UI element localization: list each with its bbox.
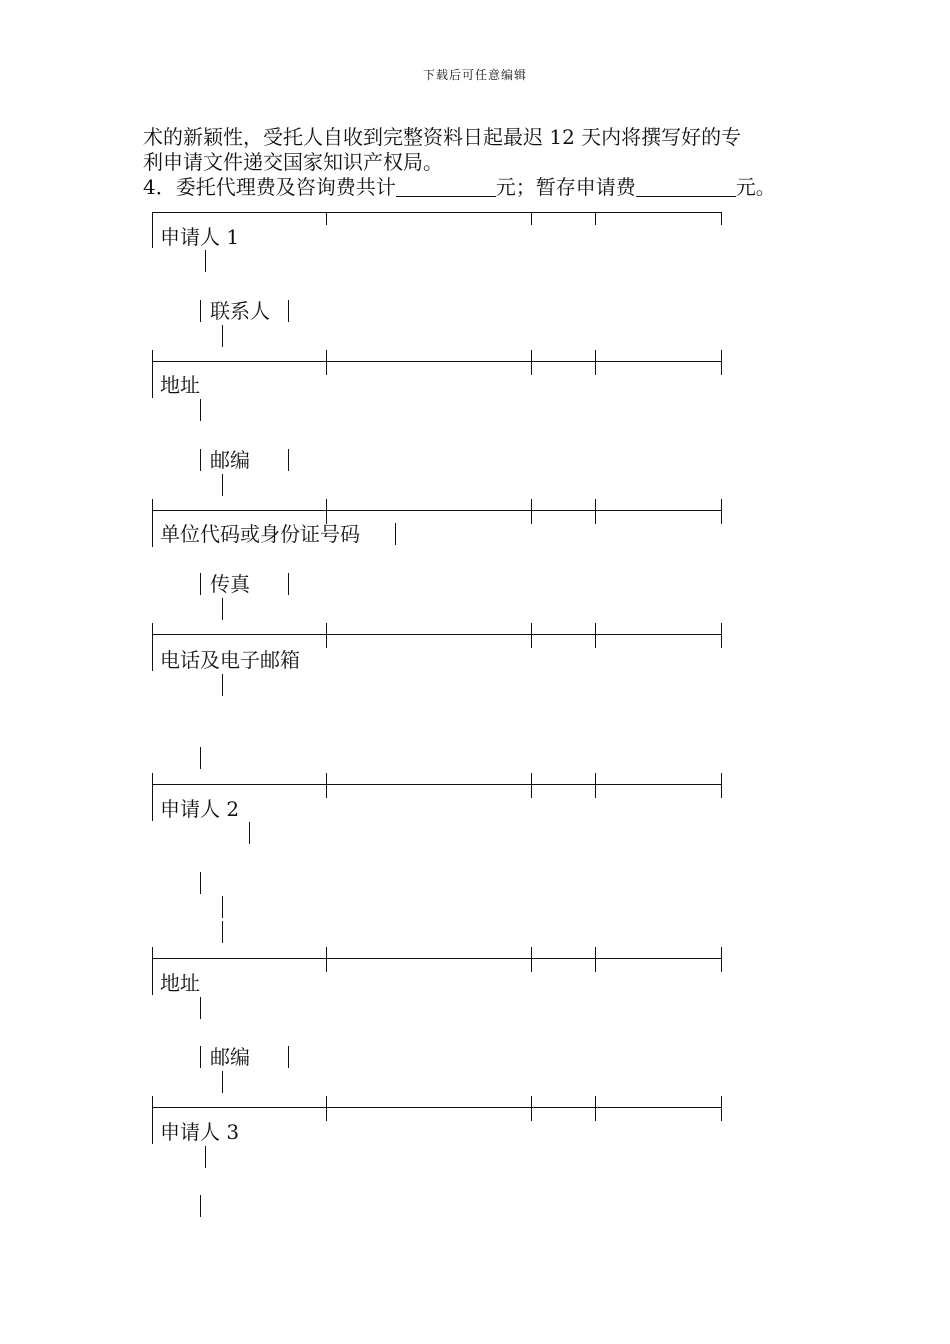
table-bar — [200, 573, 201, 595]
table-rule — [152, 510, 721, 511]
table-bar — [531, 773, 532, 798]
label-applicant-3: 申请人 3 — [160, 1120, 240, 1144]
table-bar — [200, 300, 201, 322]
table-bar — [222, 474, 223, 496]
table-bar — [721, 212, 722, 225]
label-phone-email: 电话及电子邮箱 — [160, 648, 300, 672]
label-postcode-1: 邮编 — [210, 448, 250, 472]
table-rule — [152, 361, 721, 362]
table-rule — [152, 958, 721, 959]
table-bar — [222, 921, 223, 943]
application-fee-blank[interactable] — [636, 176, 736, 197]
table-bar — [288, 449, 289, 471]
body-line-1: 术的新颖性，受托人自收到完整资料日起最迟 12 天内将撰写好的专 — [143, 125, 742, 149]
table-bar — [200, 747, 201, 769]
table-bar — [326, 1096, 327, 1121]
table-bar — [721, 1096, 722, 1121]
table-bar — [200, 1046, 201, 1068]
table-bar — [222, 598, 223, 620]
table-bar — [152, 212, 153, 248]
table-bar — [200, 997, 201, 1019]
table-bar — [152, 773, 153, 821]
table-bar — [595, 350, 596, 375]
label-applicant-1: 申请人 1 — [160, 225, 240, 249]
fee-line — [143, 175, 776, 199]
table-bar — [595, 947, 596, 972]
table-bar — [205, 250, 206, 272]
table-bar — [595, 623, 596, 648]
table-rule — [152, 784, 721, 785]
label-contact: 联系人 — [210, 299, 270, 323]
table-bar — [531, 499, 532, 524]
table-bar — [288, 300, 289, 322]
table-bar — [721, 623, 722, 648]
table-bar — [326, 499, 327, 524]
table-bar — [721, 773, 722, 798]
page-header: 下载后可任意编辑 — [422, 68, 527, 82]
table-bar — [326, 773, 327, 798]
table-bar — [200, 449, 201, 471]
table-bar — [531, 1096, 532, 1121]
table-rule — [152, 1107, 721, 1108]
table-bar — [152, 499, 153, 547]
table-bar — [595, 212, 596, 225]
table-bar — [152, 1096, 153, 1144]
table-bar — [200, 399, 201, 421]
label-address-1: 地址 — [160, 373, 200, 397]
table-bar — [595, 773, 596, 798]
table-bar — [288, 1046, 289, 1068]
label-id-code: 单位代码或身份证号码 — [160, 522, 360, 546]
table-bar — [152, 947, 153, 995]
table-rule — [152, 634, 721, 635]
table-bar — [721, 350, 722, 375]
table-bar — [531, 350, 532, 375]
table-bar — [531, 947, 532, 972]
table-bar — [205, 1146, 206, 1168]
table-bar — [326, 350, 327, 375]
table-bar — [222, 674, 223, 696]
fee-suffix: 元。 — [735, 175, 776, 199]
table-bar — [222, 325, 223, 347]
label-fax: 传真 — [210, 572, 250, 596]
table-bar — [200, 1195, 201, 1217]
body-line-2: 利申请文件递交国家知识产权局。 — [143, 150, 443, 174]
table-bar — [152, 350, 153, 398]
label-address-2: 地址 — [160, 971, 200, 995]
table-bar — [152, 623, 153, 671]
table-bar — [721, 947, 722, 972]
table-bar — [721, 499, 722, 524]
table-bar — [595, 1096, 596, 1121]
table-bar — [326, 212, 327, 225]
table-bar — [222, 896, 223, 918]
table-bar — [531, 212, 532, 225]
table-bar — [326, 623, 327, 648]
table-bar — [595, 499, 596, 524]
table-bar — [222, 1071, 223, 1093]
table-rule — [152, 212, 721, 213]
table-bar — [288, 573, 289, 595]
fee-mid: 元；暂存申请费 — [495, 175, 636, 199]
table-bar — [395, 523, 396, 545]
fee-prefix: 4．委托代理费及咨询费共计 — [143, 175, 396, 199]
label-postcode-2: 邮编 — [210, 1045, 250, 1069]
table-bar — [531, 623, 532, 648]
label-applicant-2: 申请人 2 — [160, 797, 240, 821]
table-bar — [326, 947, 327, 972]
table-bar — [249, 822, 250, 844]
table-bar — [200, 872, 201, 894]
agency-fee-blank[interactable] — [396, 176, 496, 197]
